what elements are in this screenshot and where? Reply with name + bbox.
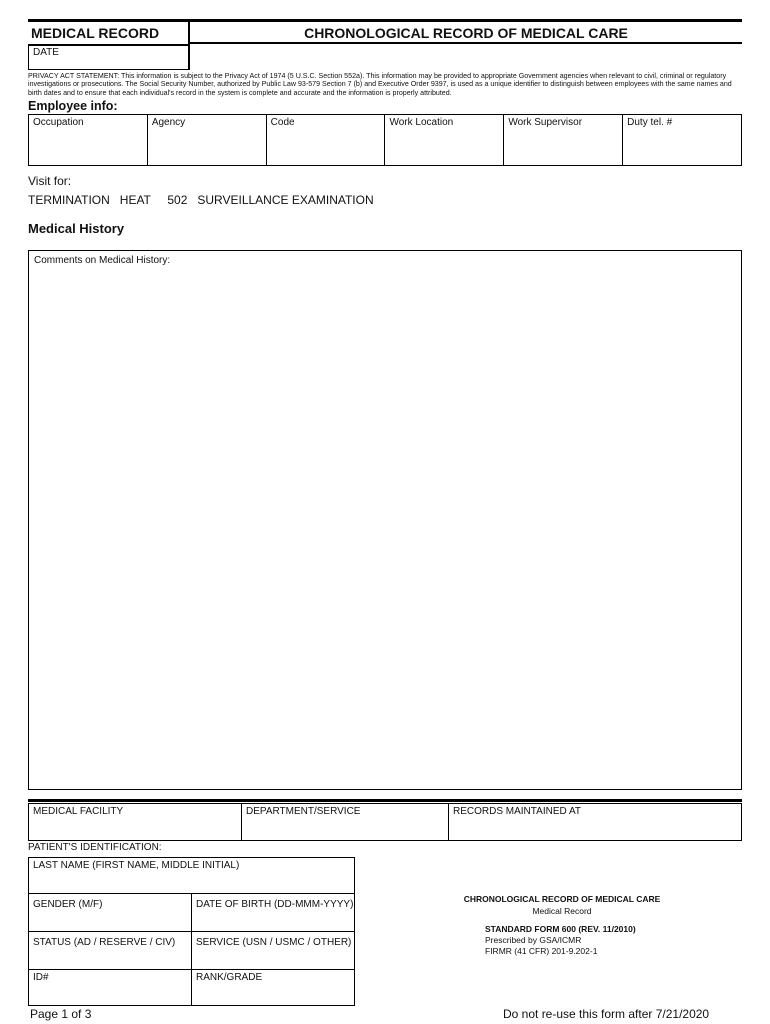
form-prescribed-by: Prescribed by GSA/ICMR bbox=[485, 935, 582, 945]
department-service-field[interactable]: DEPARTMENT/SERVICE bbox=[242, 804, 449, 840]
medical-history-comments-field[interactable] bbox=[28, 250, 742, 790]
employee-info-table bbox=[28, 114, 742, 166]
work-supervisor-field[interactable]: Work Supervisor bbox=[504, 115, 623, 165]
work-location-field[interactable]: Work Location bbox=[385, 115, 504, 165]
gender-field[interactable]: GENDER (M/F) bbox=[29, 894, 192, 931]
employee-info-heading: Employee info: bbox=[28, 99, 118, 113]
agency-field[interactable]: Agency bbox=[148, 115, 267, 165]
status-field[interactable]: STATUS (AD / RESERVE / CIV) bbox=[29, 932, 192, 969]
patient-identification-table bbox=[28, 857, 355, 1006]
patient-name-field[interactable]: LAST NAME (FIRST NAME, MIDDLE INITIAL) bbox=[29, 858, 354, 894]
medical-history-comments-label: Comments on Medical History: bbox=[34, 255, 171, 266]
records-maintained-field[interactable]: RECORDS MAINTAINED AT bbox=[453, 806, 581, 817]
service-field[interactable]: SERVICE (USN / USMC / OTHER) bbox=[196, 937, 352, 948]
page-number: Page 1 of 3 bbox=[30, 1007, 92, 1021]
form-number: STANDARD FORM 600 (REV. 11/2010) bbox=[485, 924, 636, 934]
form-info-subtitle: Medical Record bbox=[532, 906, 592, 916]
form-left-title: MEDICAL RECORD bbox=[31, 25, 160, 41]
header-underline bbox=[190, 42, 742, 44]
patient-identification-label: PATIENT'S IDENTIFICATION: bbox=[28, 842, 162, 853]
duty-tel-field[interactable]: Duty tel. # bbox=[627, 117, 673, 128]
form-firmr: FIRMR (41 CFR) 201-9.202-1 bbox=[485, 946, 598, 956]
form-main-title: CHRONOLOGICAL RECORD OF MEDICAL CARE bbox=[304, 25, 628, 41]
visit-value: TERMINATION HEAT 502 SURVEILLANCE EXAMINATION bbox=[28, 193, 374, 207]
facility-table bbox=[28, 804, 742, 841]
date-label: DATE bbox=[33, 47, 59, 58]
occupation-field[interactable]: Occupation bbox=[29, 115, 148, 165]
section-divider-thick bbox=[28, 799, 742, 802]
privacy-statement: PRIVACY ACT STATEMENT: This information is subject to the Privacy Act of 1974 (5 U.S.C. Section 552a). This information may be provided to appropriate Government agencies when relevant to civil, criminal or regulatory investigations or prosecutions. The Social Security Number, authorized by Public Law 93-579 Section 7 (b) and Executive Order 9397, is used as a unique identifier to distinguish between employees with the same names and birth dates and to ensure that each individual's record in the system is complete and accurate and the information is properly attributed. bbox=[28, 72, 732, 97]
medical-history-heading: Medical History bbox=[28, 221, 125, 236]
date-of-birth-field[interactable]: DATE OF BIRTH (DD-MMM-YYYY) bbox=[196, 899, 354, 910]
medical-facility-field[interactable]: MEDICAL FACILITY bbox=[29, 804, 242, 840]
id-number-field[interactable]: ID# bbox=[29, 970, 192, 1006]
rank-grade-field[interactable]: RANK/GRADE bbox=[196, 972, 263, 983]
code-field[interactable]: Code bbox=[267, 115, 386, 165]
visit-label: Visit for: bbox=[28, 174, 72, 188]
form-info-title: CHRONOLOGICAL RECORD OF MEDICAL CARE bbox=[463, 894, 661, 904]
reuse-notice: Do not re-use this form after 7/21/2020 bbox=[503, 1007, 710, 1021]
